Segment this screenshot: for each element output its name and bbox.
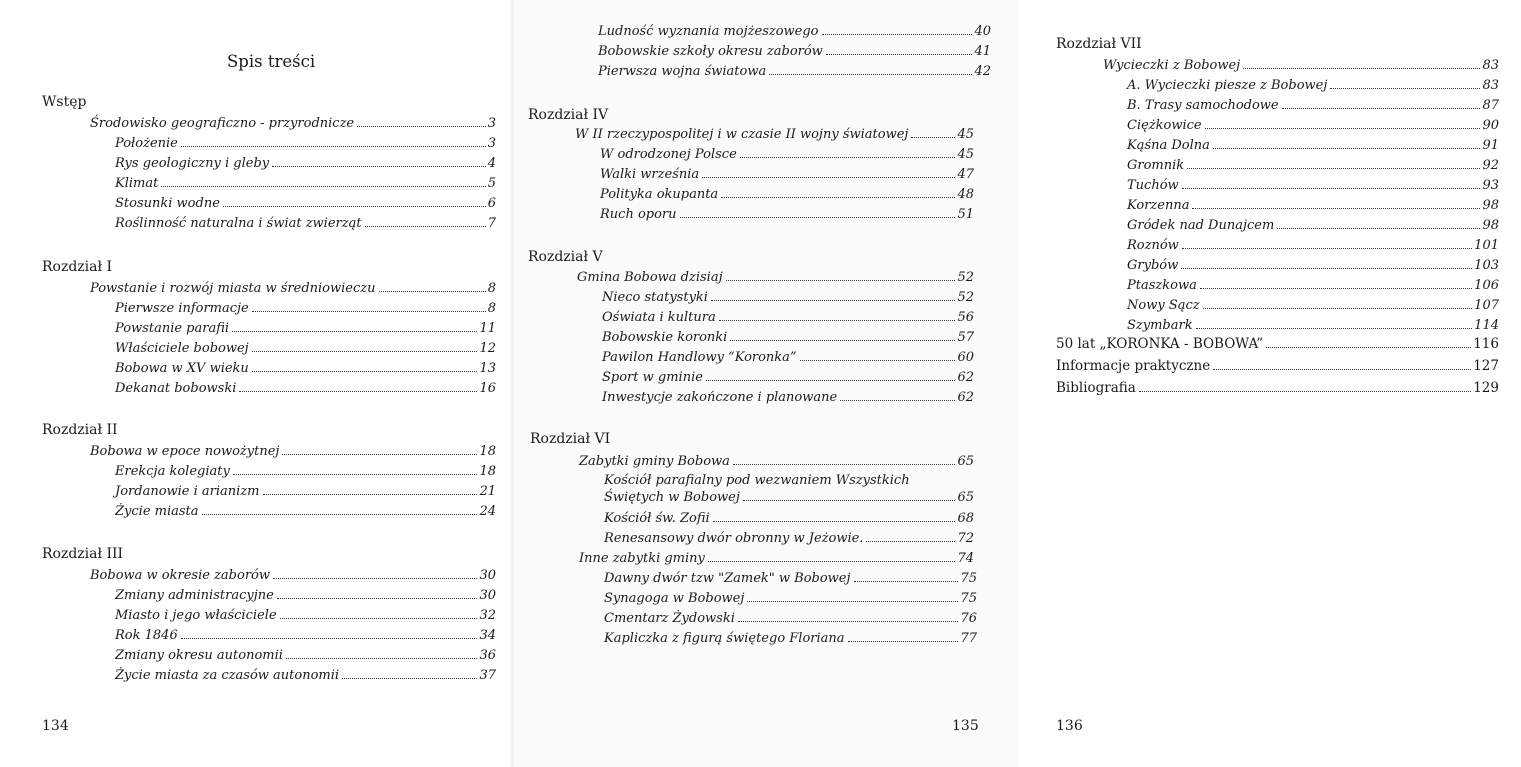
toc-entry-title: Pierwsza wojna światowa <box>598 64 767 79</box>
toc-entry[interactable] <box>575 127 974 147</box>
toc-entry[interactable] <box>115 484 496 504</box>
toc-entry-title: Grybów <box>1127 258 1179 273</box>
dot-leader <box>252 311 486 312</box>
dot-leader <box>1187 168 1480 169</box>
dot-leader <box>848 641 959 642</box>
toc-entry[interactable] <box>1127 78 1499 98</box>
toc-entry[interactable] <box>604 511 974 531</box>
dot-leader <box>708 561 956 562</box>
toc-entry-page: 3 <box>487 136 496 151</box>
toc-entry[interactable] <box>90 444 496 464</box>
toc-entry-page: 52 <box>957 270 974 285</box>
toc-entry-page: 114 <box>1474 318 1499 333</box>
toc-entry-title: Ludność wyznania mojżeszowego <box>598 24 819 39</box>
toc-entry-page: 98 <box>1482 218 1499 233</box>
dot-leader <box>282 454 477 455</box>
toc-entry-title: Cmentarz Żydowski <box>604 611 735 626</box>
toc-entry-page: 62 <box>957 390 974 405</box>
toc-entry[interactable] <box>602 350 974 370</box>
toc-entry[interactable] <box>1056 336 1499 356</box>
dot-leader <box>840 400 955 401</box>
toc-entry-title: Stosunki wodne <box>115 196 220 211</box>
toc-entry[interactable] <box>579 551 974 571</box>
dot-leader <box>1182 188 1481 189</box>
dot-leader <box>733 464 956 465</box>
dot-leader <box>379 291 486 292</box>
toc-entry[interactable] <box>115 628 496 648</box>
dot-leader <box>740 157 956 158</box>
toc-entry-page: 8 <box>487 301 496 316</box>
toc-entry[interactable] <box>598 44 991 64</box>
toc-entry-title: Roznów <box>1127 238 1179 253</box>
toc-entry-page: 30 <box>479 568 496 583</box>
toc-entry-page: 106 <box>1474 278 1499 293</box>
dot-leader <box>738 621 959 622</box>
dot-leader <box>1196 328 1473 329</box>
dot-leader <box>233 474 478 475</box>
dot-leader <box>1139 391 1471 392</box>
toc-entry[interactable] <box>604 631 977 651</box>
toc-entry[interactable] <box>1127 178 1499 198</box>
toc-entry[interactable] <box>115 321 496 341</box>
toc-entry[interactable] <box>604 490 974 510</box>
dot-leader <box>826 54 973 55</box>
toc-entry-page: 93 <box>1482 178 1499 193</box>
toc-entry-page: 45 <box>957 147 974 162</box>
toc-entry-page: 57 <box>957 330 974 345</box>
toc-entry-page: 98 <box>1482 198 1499 213</box>
toc-entry-page: 32 <box>479 608 496 623</box>
dot-leader <box>1181 268 1472 269</box>
toc-entry-page: 34 <box>479 628 496 643</box>
dot-leader <box>866 541 955 542</box>
toc-entry-page: 16 <box>479 381 496 396</box>
toc-entry-page: 83 <box>1482 78 1499 93</box>
toc-entry-title: Gródek nad Dunajcem <box>1127 218 1275 233</box>
toc-entry-title: Kapliczka z figurą świętego Floriana <box>604 631 845 646</box>
toc-entry-title: Korzenna <box>1127 198 1190 213</box>
toc-entry-title: Właściciele bobowej <box>115 341 249 356</box>
toc-entry-title: Bobowa w okresie zaborów <box>90 568 270 583</box>
dot-leader <box>911 137 955 138</box>
toc-entry[interactable] <box>1127 118 1499 138</box>
toc-entry-title: Rok 1846 <box>115 628 178 643</box>
toc-entry[interactable] <box>1127 318 1499 338</box>
toc-entry-page: 129 <box>1473 380 1499 396</box>
toc-entry-page: 48 <box>957 187 974 202</box>
toc-entry-page: 37 <box>479 668 496 683</box>
toc-entry-page: 45 <box>957 127 974 142</box>
toc-entry-title: Miasto i jego właściciele <box>115 608 277 623</box>
toc-entry-title: Rys geologiczny i gleby <box>115 156 270 171</box>
toc-entry-page: 3 <box>487 116 496 131</box>
toc-entry-title: Informacje praktyczne <box>1056 358 1211 374</box>
toc-entry[interactable] <box>90 116 496 136</box>
toc-entry-page: 65 <box>957 490 974 505</box>
page-136 <box>1019 0 1521 767</box>
section-heading: Rozdział I <box>42 259 113 275</box>
toc-entry-page: 83 <box>1482 58 1499 73</box>
toc-entry-title: Pawilon Handlowy “Koronka” <box>602 350 797 365</box>
toc-entry[interactable] <box>1127 278 1499 298</box>
toc-entry[interactable] <box>579 454 974 474</box>
toc-entry-title: Oświata i kultura <box>602 310 716 325</box>
dot-leader <box>1203 308 1473 309</box>
toc-entry[interactable] <box>604 591 977 611</box>
dot-leader <box>202 514 478 515</box>
toc-entry-title: Środowisko geograficzno - przyrodnicze <box>90 116 355 131</box>
toc-entry-title: Tuchów <box>1127 178 1179 193</box>
toc-entry-title: Zabytki gminy Bobowa <box>579 454 730 469</box>
toc-entry-page: 5 <box>487 176 496 191</box>
toc-entry-title: W II rzeczypospolitej i w czasie II wojny światowej <box>575 127 909 142</box>
toc-entry-title: W odrodzonej Polsce <box>600 147 737 162</box>
toc-entry-title: Dekanat bobowski <box>115 381 237 396</box>
toc-entry-page: 87 <box>1482 98 1499 113</box>
toc-entry-title: Pierwsze informacje <box>115 301 249 316</box>
toc-entry-title: Powstanie i rozwój miasta w średniowieczu <box>90 281 376 296</box>
toc-entry-page: 103 <box>1474 258 1499 273</box>
dot-leader <box>726 280 956 281</box>
toc-entry[interactable] <box>115 464 496 484</box>
toc-entry-page: 75 <box>960 591 977 606</box>
dot-leader <box>181 638 478 639</box>
toc-entry-page: 74 <box>957 551 974 566</box>
dot-leader <box>365 226 486 227</box>
toc-entry[interactable] <box>115 608 496 628</box>
dot-leader <box>854 581 959 582</box>
dot-leader <box>1182 248 1472 249</box>
toc-entry[interactable] <box>90 281 496 301</box>
toc-entry-title: Dawny dwór tzw "Zamek" w Bobowej <box>604 571 851 586</box>
toc-entry[interactable] <box>602 310 974 330</box>
dot-leader <box>1200 288 1472 289</box>
dot-leader <box>1266 347 1471 348</box>
toc-entry-page: 41 <box>974 44 991 59</box>
toc-entry[interactable] <box>90 568 496 588</box>
dot-leader <box>713 521 956 522</box>
toc-entry-title: Roślinność naturalna i świat zwierząt <box>115 216 362 231</box>
toc-entry-page: 18 <box>479 464 496 479</box>
dot-leader <box>223 206 486 207</box>
toc-entry[interactable] <box>115 216 496 236</box>
toc-entry-title: Sport w gminie <box>602 370 703 385</box>
toc-entry-page: 7 <box>487 216 496 231</box>
toc-entry-page: 116 <box>1473 336 1499 352</box>
toc-entry-page: 8 <box>487 281 496 296</box>
toc-entry-page: 52 <box>957 290 974 305</box>
dot-leader <box>1243 68 1480 69</box>
toc-entry[interactable] <box>604 531 974 551</box>
toc-entry-title: Życie miasta <box>115 504 199 519</box>
toc-entry[interactable] <box>602 370 974 390</box>
dot-leader <box>280 618 478 619</box>
dot-leader <box>239 391 477 392</box>
toc-entry[interactable] <box>115 588 496 608</box>
dot-leader <box>273 578 477 579</box>
dot-leader <box>1213 369 1471 370</box>
dot-leader <box>1277 228 1480 229</box>
toc-entry-title: Synagoga w Bobowej <box>604 591 745 606</box>
toc-entry[interactable] <box>115 156 496 176</box>
toc-entry-page: 42 <box>974 64 991 79</box>
toc-entry[interactable] <box>115 136 496 156</box>
dot-leader <box>252 371 478 372</box>
toc-entry-title: Nowy Sącz <box>1127 298 1200 313</box>
toc-entry[interactable] <box>598 24 991 44</box>
toc-entry-title: Kościół św. Zofii <box>604 511 710 526</box>
dot-leader <box>719 320 956 321</box>
toc-entry-title: Ciężkowice <box>1127 118 1202 133</box>
toc-entry[interactable] <box>1127 198 1499 218</box>
toc-entry-page: 62 <box>957 370 974 385</box>
toc-entry-title: B. Trasy samochodowe <box>1127 98 1279 113</box>
toc-entry[interactable] <box>604 571 977 591</box>
toc-entry[interactable] <box>1127 258 1499 278</box>
toc-entry-title: Powstanie parafii <box>115 321 230 336</box>
toc-entry-title: Erekcja kolegiaty <box>115 464 230 479</box>
toc-entry-page: 6 <box>487 196 496 211</box>
dot-leader <box>181 146 486 147</box>
toc-entry[interactable] <box>600 207 974 227</box>
toc-entry-page: 24 <box>479 504 496 519</box>
toc-entry[interactable] <box>115 361 496 381</box>
toc-entry-title: Ptaszkowa <box>1127 278 1197 293</box>
toc-entry-page: 60 <box>957 350 974 365</box>
toc-entry-title: Bobowskie szkoły okresu zaborów <box>598 44 823 59</box>
section-heading: Rozdział IV <box>528 107 609 123</box>
dot-leader <box>252 351 478 352</box>
toc-entry-title: Zmiany administracyjne <box>115 588 274 603</box>
toc-entry[interactable] <box>1056 380 1499 400</box>
toc-entry-page: 11 <box>479 321 496 336</box>
toc-entry-page: 107 <box>1474 298 1499 313</box>
toc-entry-title-line1: Kościół parafialny pod wezwaniem Wszystkich <box>604 473 910 488</box>
dot-leader <box>342 678 477 679</box>
toc-entry[interactable] <box>602 290 974 310</box>
toc-entry-title: 50 lat „KORONKA - BOBOWA” <box>1056 336 1264 352</box>
dot-leader <box>1282 108 1481 109</box>
toc-entry-title: Polityka okupanta <box>600 187 719 202</box>
toc-entry[interactable] <box>1127 158 1499 178</box>
toc-entry-page: 101 <box>1474 238 1499 253</box>
page-number: 135 <box>952 718 979 734</box>
toc-entry[interactable] <box>604 611 977 631</box>
section-heading: Rozdział V <box>528 249 603 265</box>
toc-entry-title: Jordanowie i arianizm <box>115 484 260 499</box>
toc-entry-page: 68 <box>957 511 974 526</box>
toc-entry-page: 12 <box>479 341 496 356</box>
dot-leader <box>743 500 956 501</box>
toc-entry[interactable] <box>577 270 974 290</box>
page-number: 134 <box>42 718 69 734</box>
toc-entry-page: 76 <box>960 611 977 626</box>
toc-entry[interactable] <box>1127 98 1499 118</box>
toc-entry-title: Walki września <box>600 167 700 182</box>
toc-entry[interactable] <box>1127 138 1499 158</box>
section-heading: Rozdział III <box>42 546 124 562</box>
toc-entry-title: Gmina Bobowa dzisiaj <box>577 270 723 285</box>
toc-entry-title: Bobowa w XV wieku <box>115 361 249 376</box>
toc-entry[interactable] <box>602 330 974 350</box>
toc-entry-page: 18 <box>479 444 496 459</box>
toc-entry-page: 90 <box>1482 118 1499 133</box>
toc-entry[interactable] <box>600 147 974 167</box>
toc-entry-page: 65 <box>957 454 974 469</box>
dot-leader <box>822 34 973 35</box>
dot-leader <box>706 380 956 381</box>
dot-leader <box>272 166 486 167</box>
toc-entry-title: Szymbark <box>1127 318 1193 333</box>
toc-entry-title: Inwestycje zakończone i planowane <box>602 390 838 405</box>
toc-entry-title: Bobowskie koronki <box>602 330 728 345</box>
toc-entry[interactable] <box>115 504 496 524</box>
toc-entry-page: 127 <box>1473 358 1499 374</box>
toc-entry[interactable] <box>1127 298 1499 318</box>
section-heading: Rozdział VI <box>530 431 611 447</box>
toc-entry[interactable] <box>1127 238 1499 258</box>
dot-leader <box>711 300 955 301</box>
toc-entry[interactable] <box>602 390 974 410</box>
toc-entry-page: 13 <box>479 361 496 376</box>
toc-entry-title: Bibliografia <box>1056 380 1136 396</box>
toc-entry[interactable] <box>1056 358 1499 378</box>
dot-leader <box>769 74 972 75</box>
toc-entry-title: Świętych w Bobowej <box>604 490 740 505</box>
dot-leader <box>730 340 955 341</box>
toc-entry[interactable] <box>1127 218 1499 238</box>
toc-entry-page: 47 <box>957 167 974 182</box>
dot-leader <box>1192 208 1480 209</box>
toc-entry[interactable] <box>115 301 496 321</box>
dot-leader <box>1213 148 1481 149</box>
toc-entry-page: 21 <box>479 484 496 499</box>
dot-leader <box>747 601 958 602</box>
toc-entry-title: A. Wycieczki piesze z Bobowej <box>1127 78 1328 93</box>
toc-entry-page: 91 <box>1482 138 1499 153</box>
toc-entry-title: Wycieczki z Bobowej <box>1103 58 1241 73</box>
dot-leader <box>1330 88 1480 89</box>
dot-leader <box>680 217 956 218</box>
toc-entry-title: Położenie <box>115 136 178 151</box>
dot-leader <box>277 598 478 599</box>
toc-entry[interactable] <box>115 196 496 216</box>
toc-entry-title: Nieco statystyki <box>602 290 708 305</box>
toc-entry-title: Renesansowy dwór obronny w Jeżowie. <box>604 531 864 546</box>
toc-entry-page: 72 <box>957 531 974 546</box>
dot-leader <box>161 186 485 187</box>
toc-entry[interactable] <box>600 187 974 207</box>
toc-entry-title: Ruch oporu <box>600 207 677 222</box>
toc-entry-page: 4 <box>487 156 496 171</box>
page-number: 136 <box>1056 718 1083 734</box>
toc-entry-title: Gromnik <box>1127 158 1185 173</box>
toc-entry-title: Bobowa w epoce nowożytnej <box>90 444 280 459</box>
toc-entry-page: 56 <box>957 310 974 325</box>
toc-entry[interactable] <box>600 167 974 187</box>
toc-entry-page: 30 <box>479 588 496 603</box>
toc-entry-page: 40 <box>974 24 991 39</box>
toc-entry-page: 51 <box>957 207 974 222</box>
section-heading: Wstęp <box>42 94 87 110</box>
toc-entry[interactable] <box>1103 58 1499 78</box>
page-134 <box>0 0 510 767</box>
toc-entry[interactable] <box>115 381 496 401</box>
toc-entry-title: Życie miasta za czasów autonomii <box>115 668 340 683</box>
section-heading: Rozdział II <box>42 422 118 438</box>
toc-entry-page: 36 <box>479 648 496 663</box>
dot-leader <box>721 197 955 198</box>
toc-entry[interactable] <box>598 64 991 84</box>
toc-entry-page: 77 <box>960 631 977 646</box>
toc-entry-title: Klimat <box>115 176 159 191</box>
dot-leader <box>286 658 478 659</box>
section-heading: Rozdział VII <box>1056 36 1142 52</box>
toc-entry[interactable] <box>115 341 496 361</box>
toc-entry[interactable] <box>115 176 496 196</box>
toc-entry[interactable] <box>115 668 496 688</box>
dot-leader <box>357 126 486 127</box>
toc-entry-page: 92 <box>1482 158 1499 173</box>
toc-entry-page: 75 <box>960 571 977 586</box>
dot-leader <box>263 494 478 495</box>
toc-entry-title: Zmiany okresu autonomii <box>115 648 283 663</box>
dot-leader <box>702 177 955 178</box>
toc-entry[interactable] <box>115 648 496 668</box>
toc-entry-title: Kąśna Dolna <box>1127 138 1210 153</box>
dot-leader <box>232 331 477 332</box>
page-135 <box>514 0 1019 767</box>
dot-leader <box>1205 128 1481 129</box>
dot-leader <box>800 360 956 361</box>
toc-entry-title: Inne zabytki gminy <box>579 551 705 566</box>
page-title: Spis treści <box>227 52 316 71</box>
